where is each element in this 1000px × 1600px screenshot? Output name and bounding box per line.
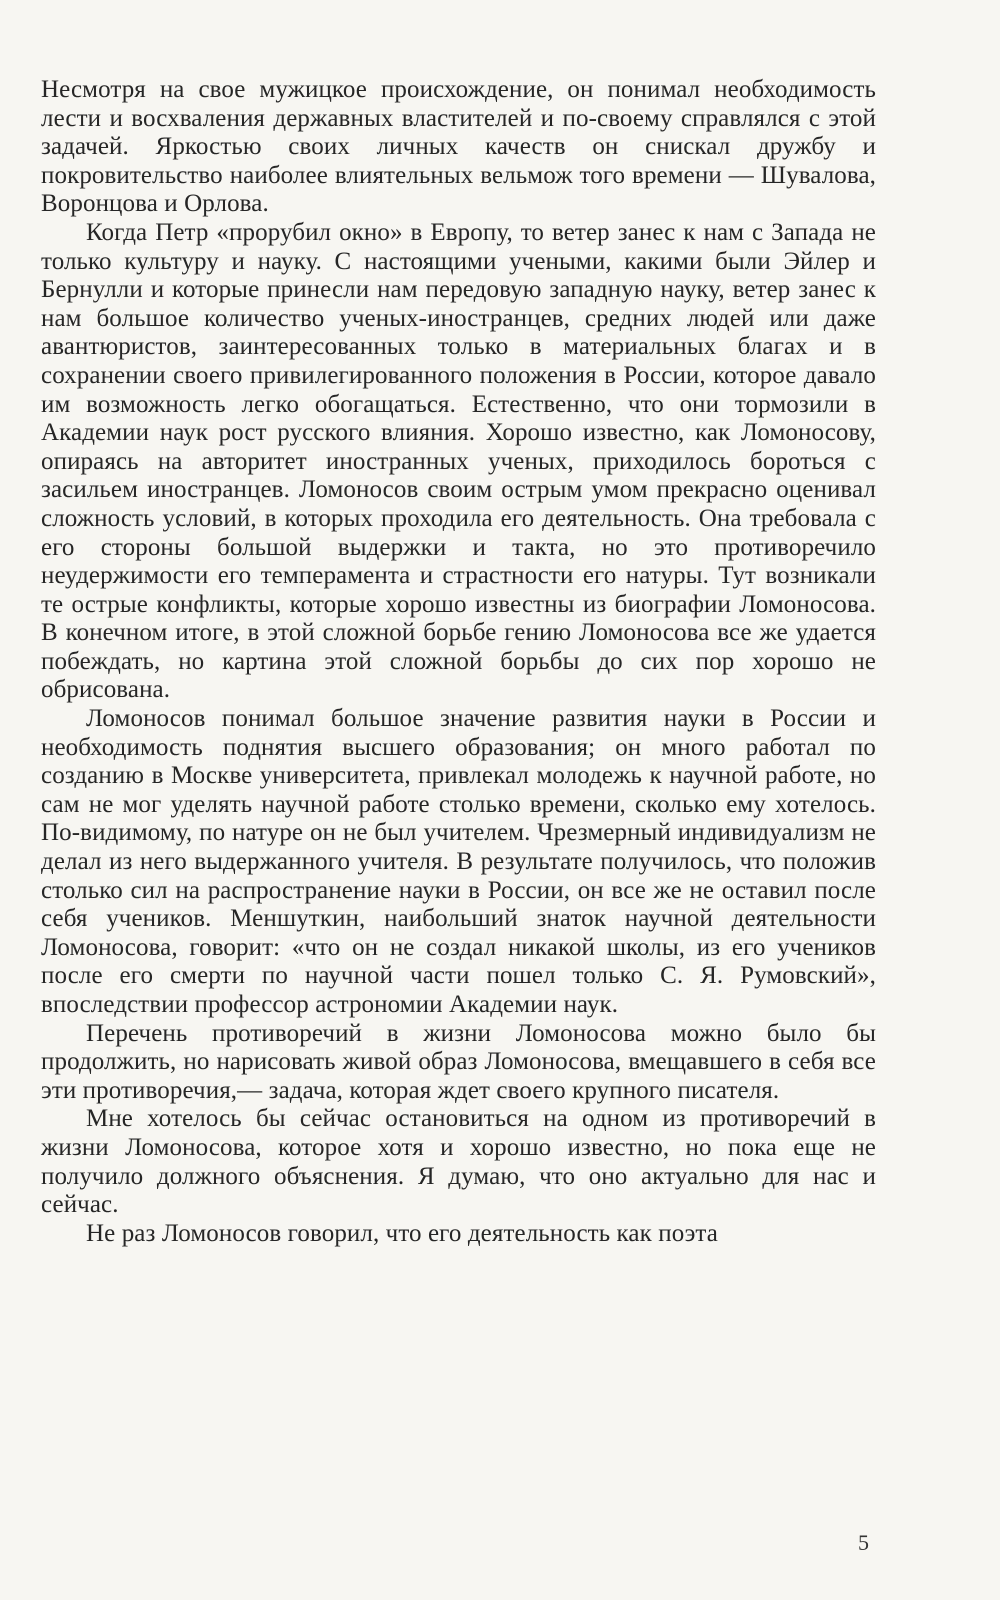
- paragraph-6: Не раз Ломоносов говорил, что его деятельность как поэта: [86, 1219, 718, 1247]
- paragraph-2: Когда Петр «прорубил окно» в Европу, то ветер занес к нам с Запада не только культуру и науку. С настоящими учеными, какими были Эйлер и Бернулли и которые принесли нам передовую западную науку, ветер занес к нам большое количество ученых-иностранцев, средних людей или даже авантюристов, заинтересованных только в материальных благах и в сохранении своего привилегированного положения в России, которое давало им возможность легко обогащаться. Естественно, что они тормозили в Академии наук рост русского влияния. Хорошо известно, как Ломоносову, опираясь на авторитет иностранных ученых, приходилось бороться с засильем иностранцев. Ломоносов своим острым умом прекрасно оценивал сложность условий, в которых проходила его деятельность. Она требовала с его стороны большой выдержки и такта, но это противоречило неудержимости его темперамента и страстности его натуры. Тут возникали те острые конфликты, которые хорошо известны из биографии Ломоносова. В конечном итоге, в этой сложной борьбе гению Ломоносова все же удается побеждать, но картина этой сложной борьбы до сих пор хорошо не обрисована.: [41, 218, 876, 704]
- paragraph-3: Ломоносов понимал большое значение развития науки в России и необходимость поднятия высшего образования; он много работал по созданию в Москве университета, привлекал молодежь к научной работе, но сам не мог уделять научной работе столько времени, сколько ему хотелось. По-видимому, по натуре он не был учителем. Чрезмерный индивидуализм не делал из него выдержанного учителя. В результате получилось, что положив столько сил на распространение науки в России, он все же не оставил после себя учеников. Меншуткин, наибольший знаток научной деятельности Ломоносова, говорит: «что он не создал никакой школы, из его учеников после его смерти по научной части пошел только С. Я. Румовский», впоследствии профессор астрономии Академии наук.: [41, 705, 876, 1018]
- paragraph-4: Перечень противоречий в жизни Ломоносова можно было бы продолжить, но нарисовать живой образ Ломоносова, вмещавшего в себя все эти противоречия,— задача, которая ждет своего крупного писателя.: [41, 1019, 876, 1104]
- paragraph-5: Мне хотелось бы сейчас остановиться на одном из противоречий в жизни Ломоносова, которое хотя и хорошо известно, но пока еще не получило должного объяснения. Я думаю, что оно актуально для нас и сейчас.: [41, 1105, 876, 1219]
- body-text: [41, 76, 876, 1248]
- paragraph-1: Несмотря на свое мужицкое происхождение, он понимал необходимость лести и восхваления державных властителей и по-своему справлялся с этой задачей. Яркостью своих личных качеств он снискал дружбу и покровительство наиболее влиятельных вельмож того времени — Шувалова, Воронцова и Орлова.: [41, 76, 876, 218]
- page-number: 5: [858, 1530, 869, 1555]
